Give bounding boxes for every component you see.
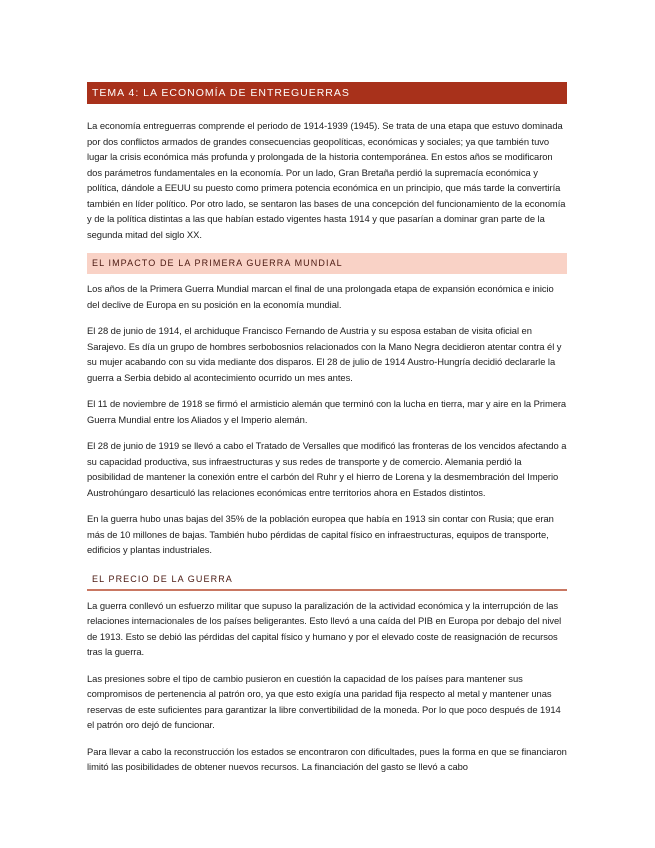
page-content [87,82,567,775]
section-heading-precio: EL PRECIO DE LA GUERRA [87,569,567,591]
section-heading-impacto: EL IMPACTO DE LA PRIMERA GUERRA MUNDIAL [87,253,567,274]
paragraph: El 28 de junio de 1919 se llevó a cabo el Tratado de Versalles que modificó las fronteras de los vencidos afectando a su capacidad productiva, sus infraestructuras y sus redes de transporte y de comercio. Alemania perdió la posibilidad de mantener la conexión entre el carbón del Ruhr y el hierro de Lorena y la desmembración del Imperio Austrohúngaro desarticuló las relaciones económicas entre territorios ahora en Estados distintos. [87,440,567,498]
intro-paragraph: La economía entreguerras comprende el periodo de 1914-1939 (1945). Se trata de una etapa que estuvo dominada por dos conflictos armados de grandes consecuencias geopolíticas, económicas y sociales; ya que también tuvo lugar la crisis económica más profunda y prolongada de la historia contemporánea. En estos años se modificaron dos parámetros fundamentales en la economía. Por un lado, Gran Bretaña perdió la supremacía económica y política, dándole a EEUU su puesto como primera potencia económica en un principio, que más tarde la convertiría también en líder político. Por otro lado, se sentaron las bases de una concepción del funcionamiento de la economía y de la política distintas a las que habían estado vigentes hasta 1914 y que pasarían a dominar gran parte de la segunda mitad del siglo XX. [87,120,566,240]
paragraph: Para llevar a cabo la reconstrucción los estados se encontraron con dificultades, pues la forma en que se financiaron limitó las posibilidades de obtener nuevos recursos. La financiación del gasto se llevó a cabo [87,745,567,772]
document-title: TEMA 4: LA ECONOMÍA DE ENTREGUERRAS [87,82,567,104]
paragraph: La guerra conllevó un esfuerzo militar que supuso la paralización de la actividad económica y la interrupción de las relaciones internacionales de los países beligerantes. Esto llevó a una caída del PIB en Europa por debajo del nivel de 1913. Esto se debió las pérdidas del capital físico y humano y por el elevado coste de reasignación de recursos tras la guerra. [87,599,562,657]
paragraph: El 28 de junio de 1914, el archiduque Francisco Fernando de Austria y su esposa estaban de visita oficial en Sarajevo. Es día un grupo de hombres serbobosnios relacionados con la Mano Negra decidieron atentar contra él y su mujer acabando con su vida mediante dos disparos. El 28 de julio de 1914 Austro-Hungría decidió declararle la guerra a Serbia debido al acontecimiento ocurrido un mes antes. [87,325,562,383]
paragraph: Las presiones sobre el tipo de cambio pusieron en cuestión la capacidad de los países para mantener sus compromisos de pertenencia al patrón oro, ya que esto exigía una paridad fija respecto al metal y mantener unas reservas de este suficientes para garantizar la libre convertibilidad de la moneda. Por lo que poco después de 1914 el patrón oro dejó de funcionar. [87,672,561,730]
paragraph: El 11 de noviembre de 1918 se firmó el armisticio alemán que terminó con la lucha en tierra, mar y aire en la Primera Guerra Mundial entre los Aliados y el Imperio alemán. [87,398,567,425]
paragraph: Los años de la Primera Guerra Mundial marcan el final de una prolongada etapa de expansión económica e inicio del declive de Europa en su posición en la economía mundial. [87,283,554,310]
paragraph: En la guerra hubo unas bajas del 35% de la población europea que había en 1913 sin contar con Rusia; que eran más de 10 millones de bajas. También hubo pérdidas de capital físico en infraestructuras, equipos de transporte, edificios y plantas industriales. [87,513,554,555]
